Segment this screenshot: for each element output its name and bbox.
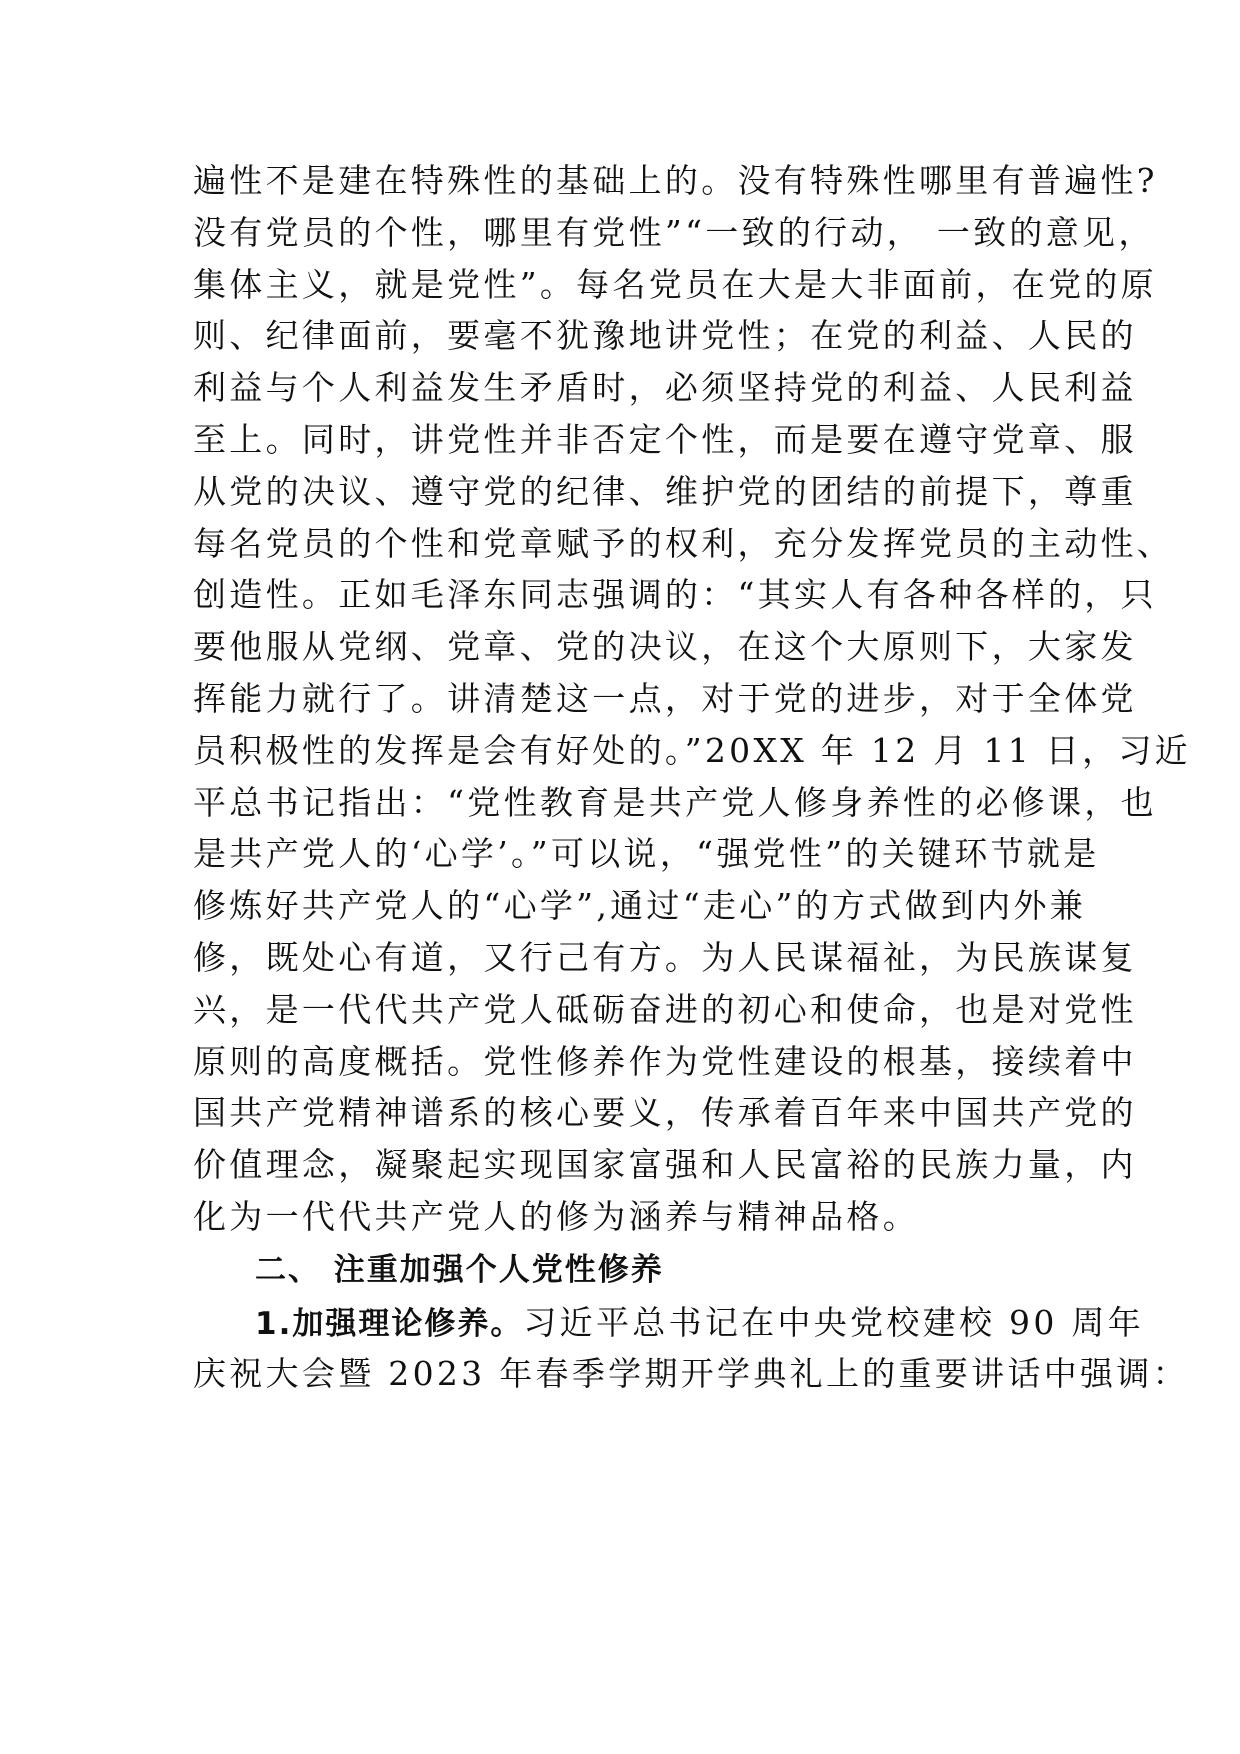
- text-line: 每名党员的个性和党章赋予的权利，充分发挥党员的主动性、: [193, 523, 1174, 563]
- text-line: 化为一代代共产党人的修为涵养与精神品格。: [193, 1196, 919, 1236]
- text-line: 至上。同时，讲党性并非否定个性，而是要在遵守党章、服: [193, 419, 1137, 459]
- text-line: 遍性不是建在特殊性的基础上的。没有特殊性哪里有普遍性?: [193, 161, 1158, 200]
- body-text: [193, 155, 1191, 1400]
- text-line: 要他服从党纲、党章、党的决议，在这个大原则下，大家发: [193, 627, 1137, 667]
- text-line: 则、纪律面前，要毫不犹豫地讲党性；在党的利益、人民的: [193, 316, 1137, 356]
- section-heading: 二、 注重加强个人党性修养: [255, 1251, 664, 1288]
- text-line: 庆祝大会暨 2023 年春季学期开学典礼上的重要讲话中强调：: [193, 1354, 1189, 1394]
- subsection-lead: 1.加强理论修养。: [255, 1305, 524, 1342]
- text-line: 国共产党精神谱系的核心要义，传承着百年来中国共产党的: [193, 1093, 1137, 1133]
- text-line: 没有党员的个性，哪里有党性”“一致的行动， 一致的意见，: [193, 212, 1155, 252]
- text-line: 创造性。正如毛泽东同志强调的：“其实人有各种各样的，只: [193, 575, 1157, 615]
- text-line: 原则的高度概括。党性修养作为党性建设的根基，接续着中: [193, 1041, 1137, 1081]
- text-line: 利益与个人利益发生矛盾时，必须坚持党的利益、人民利益: [193, 368, 1137, 408]
- text-line: 员积极性的发挥是会有好处的。”20XX 年 12 月 11 日，习近: [193, 730, 1191, 770]
- text-line: 集体主义，就是党性”。每名党员在大是大非面前，在党的原: [193, 264, 1157, 304]
- text-line: 挥能力就行了。讲清楚这一点，对于党的进步，对于全体党: [193, 678, 1137, 718]
- text-line: 兴，是一代代共产党人砥砺奋进的初心和使命，也是对党性: [193, 989, 1137, 1029]
- text-line: 从党的决议、遵守党的纪律、维护党的团结的前提下，尊重: [193, 471, 1137, 511]
- subsection-text: 习近平总书记在中央党校建校 90 周年: [523, 1302, 1145, 1342]
- text-line: 价值理念，凝聚起实现国家富强和人民富裕的民族力量，内: [193, 1145, 1137, 1185]
- text-line: 修，既处心有道，又行己有方。为人民谋福祉，为民族谋复: [193, 937, 1137, 977]
- text-line: 平总书记指出：“党性教育是共产党人修身养性的必修课，也: [193, 782, 1157, 822]
- text-line: 是共产党人的‘心学’。”可以说，“强党性”的关键环节就是: [193, 834, 1100, 874]
- subsection-first-line: [193, 1297, 1145, 1349]
- text-line: 修炼好共产党人的“心学”,通过“走心”的方式做到内外兼: [193, 886, 1087, 926]
